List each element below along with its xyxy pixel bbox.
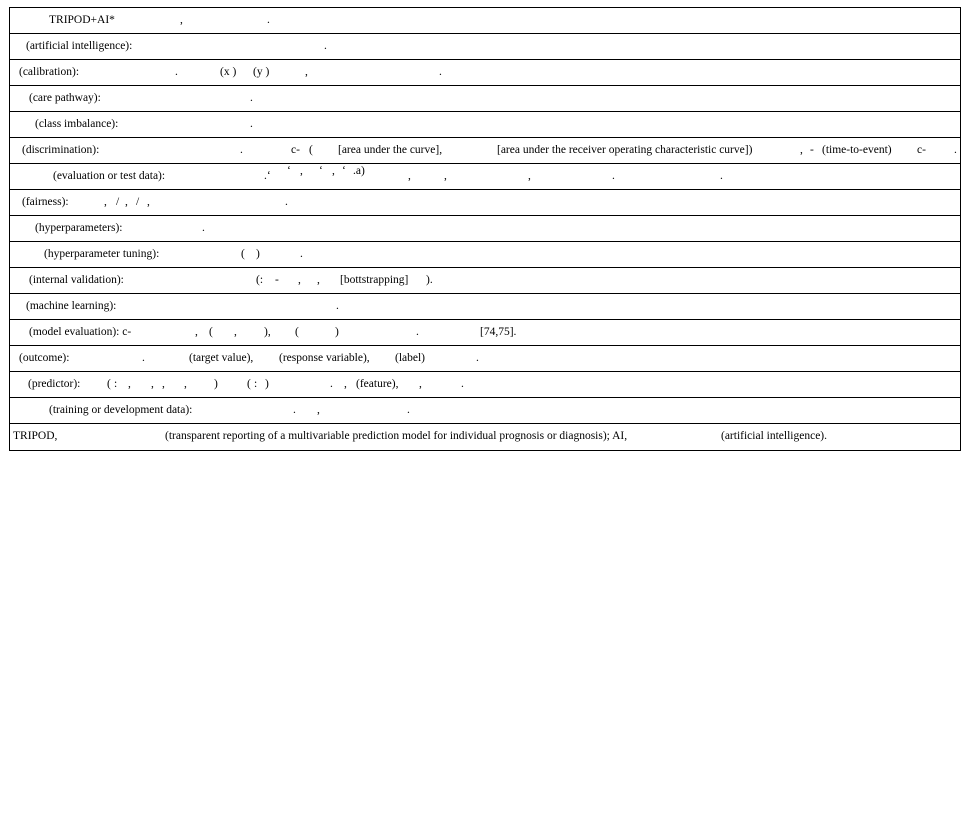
row-text: . — [720, 170, 723, 182]
row-text: , — [444, 170, 447, 182]
row-text: / — [136, 196, 140, 208]
row-text: , — [234, 326, 237, 338]
row-text: . — [293, 404, 296, 416]
row-text: ( — [247, 378, 251, 390]
row-text: . — [250, 92, 253, 104]
row-text: ‘ — [287, 165, 291, 177]
row-text: , — [344, 378, 347, 390]
row-text: ) — [265, 378, 269, 390]
row-text: / — [116, 196, 120, 208]
table-row-internal-validation — [10, 268, 960, 294]
row-text: , — [184, 378, 187, 390]
row-text: . — [250, 118, 253, 130]
row-text: . — [336, 300, 339, 312]
table-row-class-imbalance — [10, 112, 960, 138]
row-text: (transparent reporting of a multivariable prediction model for individual prognosis or diagnosis); AI, — [165, 430, 628, 442]
row-text: , — [298, 274, 301, 286]
row-text: (y ) — [253, 66, 270, 78]
table-row-care-pathway — [10, 86, 960, 112]
row-text: ) — [214, 378, 218, 390]
row-text: ‘ — [319, 165, 323, 177]
table-row-evaluation-data — [10, 164, 960, 190]
row-text: , — [332, 165, 335, 177]
table-row-calibration — [10, 60, 960, 86]
row-text: ( — [209, 326, 213, 338]
row-text: : — [114, 378, 118, 390]
row-text: . — [439, 66, 442, 78]
row-text: (artificial intelligence). — [721, 430, 827, 442]
row-text: . — [416, 326, 419, 338]
row-text: . — [240, 144, 243, 156]
table-row-footnote — [10, 424, 960, 450]
row-text: : — [254, 378, 258, 390]
row-text: - — [810, 144, 814, 156]
glossary-table — [9, 7, 961, 451]
row-text: , — [419, 378, 422, 390]
row-text: (training or development data): — [49, 404, 193, 416]
row-text: . — [285, 196, 288, 208]
row-text: . — [407, 404, 410, 416]
table-row-hyperparameter-tuning — [10, 242, 960, 268]
row-text: (feature), — [356, 378, 399, 390]
row-text: (artificial intelligence): — [26, 40, 133, 52]
row-text: , — [180, 14, 183, 26]
row-text: (x ) — [220, 66, 237, 78]
row-text: . — [476, 352, 479, 364]
row-text: [area under the curve], — [338, 144, 443, 156]
row-text: , — [800, 144, 803, 156]
row-text: (machine learning): — [26, 300, 117, 312]
row-text: (evaluation or test data): — [53, 170, 166, 182]
table-row-fairness — [10, 190, 960, 216]
row-text: (class imbalance): — [35, 118, 119, 130]
row-text: , — [151, 378, 154, 390]
row-text: ( — [107, 378, 111, 390]
row-text: . — [175, 66, 178, 78]
row-text: . — [461, 378, 464, 390]
row-text: ( — [295, 326, 299, 338]
row-text: . — [954, 144, 957, 156]
row-text: (calibration): — [19, 66, 80, 78]
row-text: , — [147, 196, 150, 208]
row-text: . — [142, 352, 145, 364]
row-text: . — [612, 170, 615, 182]
row-text: , — [195, 326, 198, 338]
row-text: TRIPOD+AI* — [49, 14, 115, 26]
row-text: (target value), — [189, 352, 254, 364]
table-row-training-data — [10, 398, 960, 424]
table-row-predictor — [10, 372, 960, 398]
row-text: ‘ — [342, 165, 346, 177]
row-text: (fairness): — [22, 196, 69, 208]
row-text: , — [300, 165, 303, 177]
table-row-discrimination — [10, 138, 960, 164]
row-text: c- — [917, 144, 926, 156]
row-text: , — [317, 404, 320, 416]
row-text: . — [330, 378, 333, 390]
row-text: . — [267, 14, 270, 26]
row-text: (label) — [395, 352, 426, 364]
row-text: . — [324, 40, 327, 52]
table-row-machine-learning — [10, 294, 960, 320]
row-text: TRIPOD, — [13, 430, 58, 442]
row-text: . — [300, 248, 303, 260]
row-text: ( — [241, 248, 245, 260]
row-text: , — [125, 196, 128, 208]
row-text: , — [317, 274, 320, 286]
table-row-outcome — [10, 346, 960, 372]
row-text: (care pathway): — [29, 92, 101, 104]
row-text: , — [528, 170, 531, 182]
row-text: ), — [264, 326, 271, 338]
row-text: ) — [335, 326, 339, 338]
row-text: .a) — [353, 165, 365, 177]
row-text: .‘ — [264, 170, 271, 182]
row-text: (hyperparameters): — [35, 222, 123, 234]
row-text: (outcome): — [19, 352, 70, 364]
row-text: c- — [291, 144, 300, 156]
row-text: [area under the receiver operating characteristic curve]) — [497, 144, 753, 156]
row-text: (model evaluation): c- — [29, 326, 132, 338]
table-row-artificial-intelligence — [10, 34, 960, 60]
table-row-tripod-ai — [10, 8, 960, 34]
row-text: - — [275, 274, 279, 286]
row-text: , — [408, 170, 411, 182]
row-text: ). — [426, 274, 433, 286]
row-text: (hyperparameter tuning): — [44, 248, 160, 260]
row-text: , — [104, 196, 107, 208]
row-text: (response variable), — [279, 352, 370, 364]
row-text: . — [202, 222, 205, 234]
row-text: , — [128, 378, 131, 390]
row-text: , — [305, 66, 308, 78]
row-text: (: — [256, 274, 264, 286]
row-text: [74,75]. — [480, 326, 517, 338]
row-text: (discrimination): — [22, 144, 100, 156]
row-text: ( — [309, 144, 313, 156]
row-text: [bottstrapping] — [340, 274, 409, 286]
table-row-model-evaluation — [10, 320, 960, 346]
table-row-hyperparameters — [10, 216, 960, 242]
row-text: , — [162, 378, 165, 390]
row-text: (time-to-event) — [822, 144, 892, 156]
row-text: (internal validation): — [29, 274, 124, 286]
row-text: ) — [256, 248, 260, 260]
row-text: (predictor): — [28, 378, 81, 390]
